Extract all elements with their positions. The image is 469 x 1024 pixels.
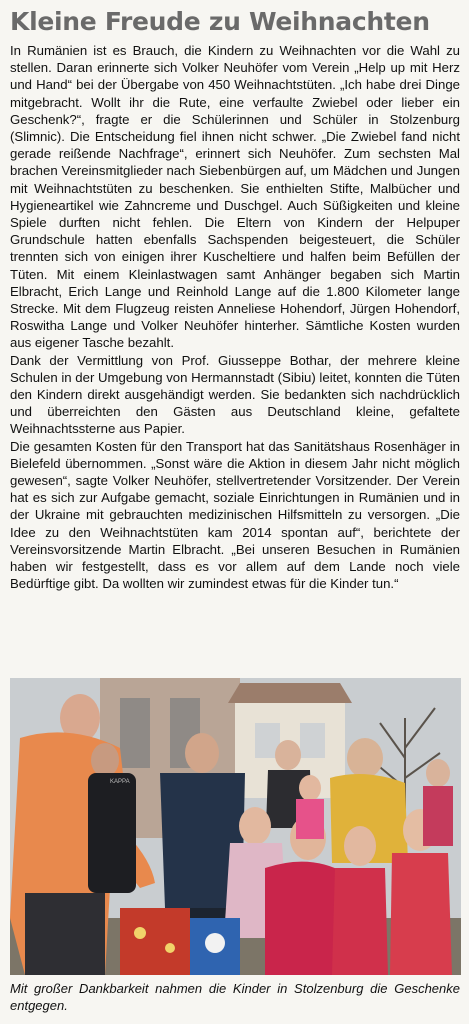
article-headline: Kleine Freude zu Weihnachten (10, 7, 430, 36)
person-black-jacket (88, 773, 136, 893)
gift-bag-red (120, 908, 190, 975)
photo-caption: Mit großer Dankbarkeit nahmen die Kinder in Stolzenburg die Geschenke entgegen. (10, 981, 460, 1013)
article-photo (10, 678, 461, 975)
article-body (10, 42, 460, 593)
article-paragraph: In Rumänien ist es Brauch, die Kindern zu Weihnachten vor die Wahl zu stellen. Daran erinnerte sich Volker Neuhöfer vom Verein „Help up mit Herz und Hand“ bei der Übergabe von 450 Weihnachtstüten. „Ich habe drei Dinge mitgebracht. Wollt ihr die Rute, eine verfaulte Zwiebel oder lieber ein Geschenk?“, fragte er die Schülerinnen und Schüler in Stolzenburg (Slimnic). Die Entscheidung fiel ihnen nicht schwer. „Die Zwiebel fand nicht gerade reißende Nachfrage“, erinnert sich Neuhöfer. Zum sechsten Mal brachen Vereinsmitglieder nach Siebenbürgen auf, um Mädchen und Jungen mit Weihnachtstüten zu beschenken. Sie enthielten Stifte, Malbücher und Hygieneartikel wie Zahncreme und Duschgel. Auch Süßigkeiten und kleine Spiele durften nicht fehlen. Die Eltern von Kindern der Helpuper Grundschule hatten ebenfalls Sachspenden beigesteuert, die Schüler trennten sich von einigen ihrer Kuscheltiere und halfen beim Befüllen der Tüten. Mit einem Kleinlastwagen samt Anhänger begaben sich Martin Elbracht, Erich Lange und Reinhold Lange auf die 1.800 Kilometer lange Strecke. Mit dem Flugzeug reisten Anneliese Hohendorf, Jürgen Hohendorf, Roswitha Lange und Volker Neuhöfer hinterher. Sämtliche Kosten wurden aus eigener Tasche bezahlt. (10, 43, 460, 351)
article-paragraph: Die gesamten Kosten für den Transport hat das Sanitätshaus Rosenhäger in Bielefeld übernommen. „Sonst wäre die Aktion in diesem Jahr nicht möglich gewesen“, sagte Volker Neuhöfer, stellvertretender Vorsitzender. Der Verein hat es sich zur Aufgabe gemacht, soziale Einrichtungen in Rumänien und in der Ukraine mit gebrauchten medizinischen Hilfsmitteln zu versorgen. „Die Idee zu den Weihnachtstüten kam 2014 spontan auf“, berichtete der Vereinsvorsitzende Martin Elbracht. „Bei unseren Besuchen in Rumänien haben wir festgestellt, dass es vor allem auf dem Lande noch viele Bedürftige gibt. Da wollten wir zumindest etwas für die Kinder tun.“ (10, 438, 460, 592)
jacket-logo: KAPPA (110, 779, 130, 785)
photo-illustration (10, 678, 461, 975)
article-paragraph: Dank der Vermittlung von Prof. Giusseppe Bothar, der mehrere kleine Schulen in der Umgebung von Hermannstadt (Sibiu) leitet, konnten die Tüten den Kindern direkt ausgehändigt werden. Sie bedankten sich nachdrücklich und überreichten den Gästen aus Deutschland kleine, gefaltete Weihnachtssterne aus Papier. (10, 352, 460, 437)
